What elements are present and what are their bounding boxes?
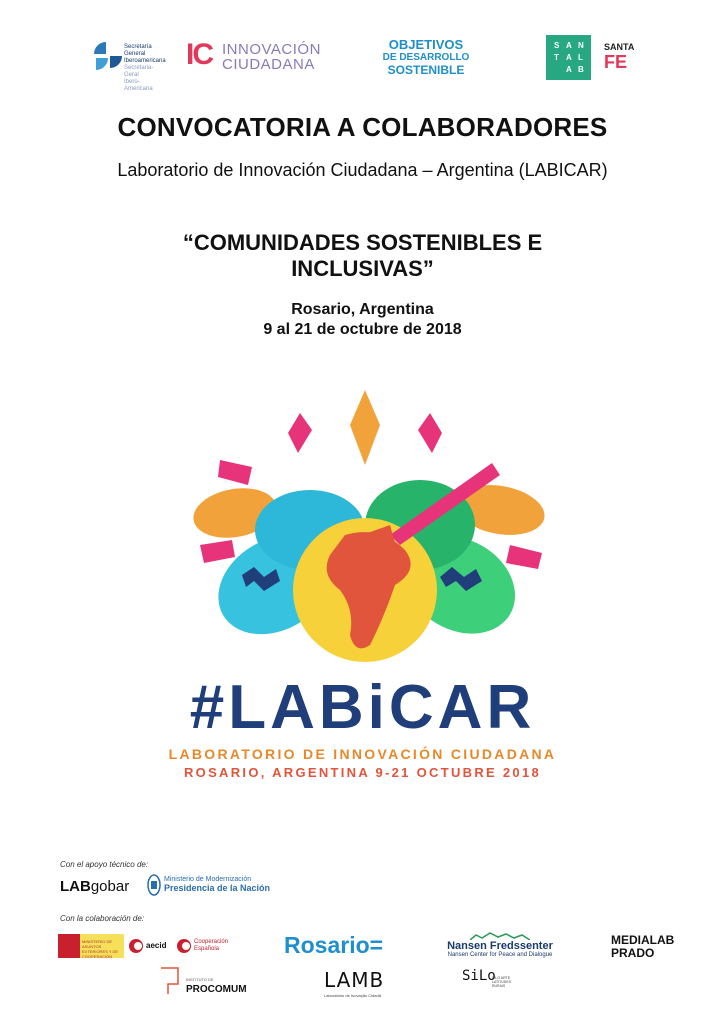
ic-logo-text: INNOVACIÓN CIUDADANA	[222, 41, 321, 73]
event-dates: 9 al 21 de octubre de 2018	[263, 321, 462, 338]
labicar-artwork	[180, 385, 550, 685]
santalab-letter: A	[566, 65, 572, 74]
event-info	[0, 300, 725, 340]
procomum-logo: PROCOMUM	[186, 984, 247, 995]
event-location: Rosario, Argentina	[291, 301, 434, 318]
labicar-subtitle-1: LABORATORIO DE INNOVACIÓN CIUDADANA	[168, 746, 557, 762]
santalab-logo	[546, 35, 591, 80]
lamb-logo: LAMB	[324, 968, 385, 992]
santalab-letter: S	[554, 41, 560, 50]
ic-logo-mark: IC	[186, 38, 212, 71]
theme-line-2: INCLUSIVAS”	[291, 256, 434, 281]
labicar-subtitle-2: ROSARIO, ARGENTINA 9-21 OCTUBRE 2018	[183, 765, 542, 780]
labgobar-logo: LABgobar	[60, 878, 130, 895]
spain-ministry-text: MINISTERIO DE ASUNTOS EXTERIORES Y DE COOPERACIÓN	[82, 939, 119, 959]
labicar-wordmark: #LABiCAR	[189, 673, 536, 742]
spain-crest-icon	[58, 934, 80, 958]
page-title: CONVOCATORIA A COLABORADORES	[117, 112, 608, 142]
nansen-skyline-icon	[470, 932, 530, 940]
silo-small-text: SILO ARTE LATITUDES RURAIS	[492, 976, 511, 988]
santalab-letter: L	[578, 53, 583, 62]
ray-top	[350, 390, 380, 465]
ray-right-lower	[506, 545, 542, 569]
theme-title	[0, 230, 725, 282]
silo-logo: SiLo	[462, 968, 496, 984]
santalab-letter: A	[566, 53, 572, 62]
ods-logo: OBJETIVOS DE DESARROLLO SOSTENIBLE	[382, 37, 470, 77]
collab-label: Con la colaboración de:	[60, 914, 145, 923]
page-subtitle: Laboratorio de Innovación Ciudadana – Argentina (LABICAR)	[117, 160, 608, 180]
support-label: Con el apoyo técnico de:	[60, 860, 149, 869]
procomum-small-text: INSTITUTO DE	[186, 977, 214, 982]
ray-top-right	[418, 413, 442, 453]
medialab-prado-logo: MEDIALAB PRADO	[611, 933, 675, 960]
lamb-small-text: Laboratório de Inovação Cidadã	[324, 993, 381, 998]
santalab-letter: B	[578, 65, 584, 74]
theme-line-1: “COMUNIDADES SOSTENIBLES E	[182, 230, 543, 255]
ray-left-upper	[218, 460, 252, 485]
rosario-logo: Rosario=	[284, 932, 384, 958]
santafe-logo: SANTA FE	[604, 42, 635, 72]
minmod-text: Ministerio de Modernización Presidencia de la Nación	[164, 876, 271, 893]
nansen-logo: Nansen Fredssenter Nansen Center for Peace and Dialogue	[446, 932, 554, 958]
aecid-icon	[128, 938, 144, 954]
santalab-letter: A	[566, 41, 572, 50]
cooperacion-icon	[176, 938, 192, 954]
cooperacion-logo: Cooperación Española	[176, 934, 232, 958]
procomum-icon	[158, 966, 182, 996]
ray-left-lower	[200, 540, 235, 563]
argentina-seal-icon	[147, 873, 161, 897]
santalab-letter: N	[578, 41, 584, 50]
santalab-letter: T	[554, 53, 559, 62]
segib-text: Secretaría General Iberoamericana Secretaria-Geral Ibero-Americana	[124, 44, 166, 92]
aecid-logo: aecid	[126, 934, 174, 958]
ray-top-left	[288, 413, 312, 453]
